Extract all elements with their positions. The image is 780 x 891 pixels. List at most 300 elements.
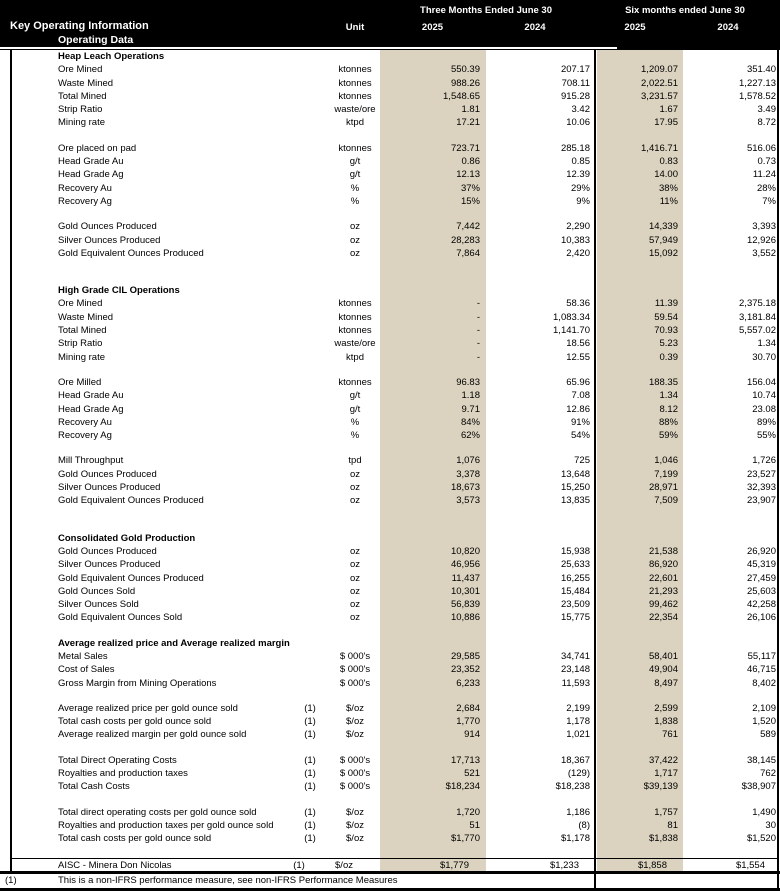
table-header-band xyxy=(0,0,780,50)
value-6mo-2024: 46,715 xyxy=(746,664,776,676)
row-label: Total direct operating costs per gold ounce sold xyxy=(58,806,257,818)
table-row xyxy=(0,454,780,467)
unit-cell: oz xyxy=(349,234,361,246)
row-label: Strip Ratio xyxy=(58,104,103,116)
footnote-ref xyxy=(295,351,325,364)
unit-cell xyxy=(325,532,385,545)
value-6mo-2025: 81 xyxy=(667,819,678,831)
value-6mo-2024: 45,319 xyxy=(746,559,776,571)
value-6mo-2024: 23,907 xyxy=(746,495,776,507)
value-6mo-2024: 3,552 xyxy=(752,247,776,259)
value-6mo-2025: 8.12 xyxy=(659,403,678,415)
table-row xyxy=(0,247,780,260)
unit-cell: waste/ore xyxy=(334,104,376,116)
table-row xyxy=(0,116,780,129)
value-3mo-2025 xyxy=(385,284,480,297)
unit-cell: oz xyxy=(349,559,361,571)
value-3mo-2024: 18,367 xyxy=(560,754,590,766)
year-header-3mo-2025: 2025 xyxy=(421,22,444,33)
value-6mo-2024: 55,117 xyxy=(747,650,776,662)
value-3mo-2025: 17.21 xyxy=(456,117,480,129)
value-3mo-2024: 0.85 xyxy=(571,156,590,168)
unit-cell xyxy=(325,637,385,650)
unit-cell: ktonnes xyxy=(338,77,372,89)
row-label: Gold Equivalent Ounces Produced xyxy=(58,495,204,507)
value-6mo-2025: 0.83 xyxy=(659,156,678,168)
value-6mo-2025: 1,717 xyxy=(654,768,678,780)
row-label: Metal Sales xyxy=(58,650,108,662)
footnote-ref xyxy=(295,454,325,467)
value-6mo-2024: 8,402 xyxy=(752,677,776,689)
footnote-text: This is a non-IFRS performance measure, see non-IFRS Performance Measures xyxy=(58,875,398,886)
footnote-ref xyxy=(295,77,325,90)
year-header-6mo-2025: 2025 xyxy=(624,22,646,33)
row-label: Recovery Ag xyxy=(58,195,112,207)
value-3mo-2025: 96.83 xyxy=(456,376,480,388)
footnote-ref xyxy=(295,572,325,585)
value-6mo-2024: $1,520 xyxy=(746,833,776,845)
value-3mo-2025: 15% xyxy=(460,195,480,207)
value-6mo-2024: 1,578.52 xyxy=(739,90,776,102)
table-row xyxy=(0,155,780,168)
footnote-ref xyxy=(295,142,325,155)
value-6mo-2025: 88% xyxy=(658,416,678,428)
value-3mo-2025: - xyxy=(476,311,480,323)
value-3mo-2024: 725 xyxy=(574,455,590,467)
value-6mo-2025: 1.67 xyxy=(659,104,678,116)
value-3mo-2025: 17,713 xyxy=(450,754,480,766)
value-3mo-2024: 12.86 xyxy=(566,403,590,415)
section-header-row xyxy=(0,50,780,63)
unit-cell: oz xyxy=(349,599,361,611)
value-3mo-2024 xyxy=(480,50,590,63)
row-label: Head Grade Ag xyxy=(58,403,124,415)
value-6mo-2025: 86,920 xyxy=(648,559,678,571)
value-3mo-2024: 18.56 xyxy=(566,338,590,350)
value-3mo-2025: 1,076 xyxy=(456,455,480,467)
unit-cell: % xyxy=(350,195,360,207)
value-3mo-2025: 12.13 xyxy=(456,169,480,181)
row-label: Consolidated Gold Production xyxy=(58,532,196,544)
row-label: Strip Ratio xyxy=(58,338,103,350)
value-6mo-2024: 23.08 xyxy=(752,403,776,415)
footnote-ref xyxy=(295,63,325,76)
row-label: Waste Mined xyxy=(58,77,114,89)
value-3mo-2025: $1,779 xyxy=(439,859,469,871)
footnote-ref xyxy=(295,545,325,558)
footnote-ref xyxy=(295,220,325,233)
spacer-row xyxy=(0,794,780,806)
footnote-ref xyxy=(295,598,325,611)
value-6mo-2025 xyxy=(590,532,680,545)
value-3mo-2024: 3.42 xyxy=(571,104,590,116)
value-3mo-2025: 6,233 xyxy=(456,677,480,689)
row-label: Silver Ounces Produced xyxy=(58,482,161,494)
value-3mo-2024: 13,648 xyxy=(560,468,590,480)
value-6mo-2024: 2,109 xyxy=(752,702,776,714)
table-row xyxy=(0,220,780,233)
value-3mo-2024: 54% xyxy=(570,430,590,442)
value-6mo-2025: 21,293 xyxy=(648,585,678,597)
table-row xyxy=(0,677,780,690)
value-3mo-2025: 46,956 xyxy=(450,559,480,571)
value-6mo-2024 xyxy=(680,532,776,545)
footnote-ref xyxy=(295,324,325,337)
value-3mo-2025: 37% xyxy=(460,182,480,194)
unit-cell: ktonnes xyxy=(338,376,372,388)
footnote-ref xyxy=(295,429,325,442)
value-6mo-2024: 2,375.18 xyxy=(739,298,776,310)
table-row xyxy=(0,234,780,247)
value-3mo-2025: 56,839 xyxy=(450,599,480,611)
spacer-row xyxy=(0,364,780,376)
value-3mo-2024: (8) xyxy=(578,819,590,831)
value-6mo-2025: 1,757 xyxy=(654,806,678,818)
row-label: Ore Mined xyxy=(58,298,103,310)
value-3mo-2025: 2,684 xyxy=(456,702,480,714)
row-label: Mining rate xyxy=(58,117,105,129)
value-6mo-2024: 762 xyxy=(760,768,776,780)
row-label: Ore Mined xyxy=(58,64,103,76)
value-3mo-2024: 1,083.34 xyxy=(553,311,590,323)
unit-cell: $ 000's xyxy=(339,664,371,676)
table-row xyxy=(0,545,780,558)
row-label: Head Grade Ag xyxy=(58,169,124,181)
unit-cell: ktonnes xyxy=(338,311,372,323)
value-3mo-2025: 62% xyxy=(460,430,480,442)
value-6mo-2025 xyxy=(590,637,680,650)
value-6mo-2024: 26,106 xyxy=(746,612,776,624)
unit-cell: ktonnes xyxy=(338,142,372,154)
value-6mo-2024: 5,557.02 xyxy=(739,325,776,337)
row-label: Head Grade Au xyxy=(58,390,124,402)
footnote-ref: (1) xyxy=(304,806,316,818)
unit-cell xyxy=(325,50,385,63)
spacer-row xyxy=(0,508,780,520)
value-3mo-2025 xyxy=(385,637,480,650)
value-6mo-2024: 10.74 xyxy=(752,390,776,402)
row-label: Recovery Ag xyxy=(58,430,112,442)
value-6mo-2024: 30 xyxy=(765,819,776,831)
footnote-ref xyxy=(295,532,325,545)
value-6mo-2024: 3,181.84 xyxy=(739,311,776,323)
table-row xyxy=(0,403,780,416)
row-label: Average realized price per gold ounce sold xyxy=(58,702,238,714)
page-subtitle: Operating Data xyxy=(58,34,134,46)
value-3mo-2025: 28,283 xyxy=(450,234,480,246)
value-6mo-2024: 156.04 xyxy=(746,376,776,388)
value-3mo-2024: 15,484 xyxy=(560,585,590,597)
value-6mo-2025: 2,599 xyxy=(654,702,678,714)
table-row xyxy=(0,351,780,364)
spacer-row xyxy=(0,690,780,702)
table-row xyxy=(0,63,780,76)
value-6mo-2025: 14.00 xyxy=(654,169,678,181)
value-3mo-2024: 29% xyxy=(570,182,590,194)
footnote-ref xyxy=(295,116,325,129)
value-6mo-2025: $1,838 xyxy=(648,833,678,845)
value-3mo-2024: 12.39 xyxy=(566,169,590,181)
value-6mo-2025: 58,401 xyxy=(648,650,678,662)
value-3mo-2025: 550.39 xyxy=(450,64,480,76)
value-3mo-2024: 915.28 xyxy=(560,90,590,102)
row-label: Cost of Sales xyxy=(58,664,115,676)
unit-cell: $ 000's xyxy=(339,768,371,780)
unit-cell: % xyxy=(350,182,360,194)
value-3mo-2025: 1,770 xyxy=(456,716,480,728)
unit-cell: $/oz xyxy=(346,729,364,741)
value-3mo-2025: 0.86 xyxy=(461,156,480,168)
table-row xyxy=(0,650,780,663)
value-3mo-2024: 2,290 xyxy=(566,221,590,233)
row-label: AISC - Minera Don Nicolas xyxy=(58,859,172,871)
value-3mo-2024: 1,141.70 xyxy=(553,325,590,337)
row-label: Gross Margin from Mining Operations xyxy=(58,677,217,689)
row-label: Gold Ounces Produced xyxy=(58,221,157,233)
value-3mo-2024: 10,383 xyxy=(560,234,590,246)
value-6mo-2024: 0.73 xyxy=(757,156,776,168)
spacer-row xyxy=(0,130,780,142)
column-group-three-months: Three Months Ended June 30 xyxy=(420,5,552,16)
unit-cell: $/oz xyxy=(346,806,364,818)
footnote-ref xyxy=(295,311,325,324)
value-6mo-2024: 12,926 xyxy=(746,234,776,246)
value-3mo-2024: 7.08 xyxy=(571,390,590,402)
table-row xyxy=(0,142,780,155)
value-3mo-2025: 84% xyxy=(460,416,480,428)
row-label: Recovery Au xyxy=(58,182,112,194)
footnote-ref xyxy=(295,389,325,402)
unit-cell: ktonnes xyxy=(338,298,372,310)
row-label: Total cash costs per gold ounce sold xyxy=(58,716,212,728)
table-row xyxy=(0,585,780,598)
value-3mo-2024: 11,593 xyxy=(561,677,590,689)
row-label: Head Grade Au xyxy=(58,156,124,168)
table-row xyxy=(0,195,780,208)
row-label: High Grade CIL Operations xyxy=(58,285,180,297)
value-6mo-2024: 23,527 xyxy=(746,468,776,480)
value-6mo-2024: 7% xyxy=(762,195,776,207)
footnote-ref xyxy=(295,637,325,650)
row-label: Recovery Au xyxy=(58,416,112,428)
row-label: Total Mined xyxy=(58,90,107,102)
spacer-row xyxy=(0,742,780,754)
footnote-ref xyxy=(295,376,325,389)
table-row xyxy=(0,468,780,481)
row-label: Heap Leach Operations xyxy=(58,51,165,62)
value-3mo-2024 xyxy=(480,284,590,297)
value-3mo-2024: 708.11 xyxy=(561,77,590,89)
table-row xyxy=(0,416,780,429)
footnote-ref xyxy=(295,297,325,310)
value-6mo-2025: 1,046 xyxy=(654,455,678,467)
row-label: Average realized price and Average realized margin xyxy=(58,637,290,649)
value-3mo-2024: 15,938 xyxy=(560,545,590,557)
value-6mo-2024: 28% xyxy=(756,182,776,194)
value-3mo-2025: 3,378 xyxy=(456,468,480,480)
value-3mo-2025: 988.26 xyxy=(450,77,480,89)
footnote-ref: (1) xyxy=(304,781,316,793)
value-6mo-2025: 57,949 xyxy=(648,234,678,246)
table-row xyxy=(0,337,780,350)
footnote-ref xyxy=(295,234,325,247)
unit-cell: g/t xyxy=(349,390,361,402)
value-6mo-2025: 22,601 xyxy=(648,572,678,584)
row-label: Silver Ounces Produced xyxy=(58,559,161,571)
unit-cell: g/t xyxy=(349,156,361,168)
value-6mo-2025: 1,209.07 xyxy=(641,64,678,76)
value-6mo-2024 xyxy=(680,637,776,650)
value-6mo-2024: 89% xyxy=(756,416,776,428)
unit-column-header: Unit xyxy=(345,22,365,33)
value-3mo-2025: 23,352 xyxy=(450,664,480,676)
footnote-ref xyxy=(295,168,325,181)
year-header-3mo-2024: 2024 xyxy=(524,22,546,33)
spacer-row xyxy=(0,846,780,858)
unit-cell: ktonnes xyxy=(338,90,372,102)
table-row xyxy=(0,832,780,845)
table-row xyxy=(11,858,778,871)
section-header-row xyxy=(0,637,780,650)
value-3mo-2025: 723.71 xyxy=(450,142,480,154)
unit-cell xyxy=(325,284,385,297)
value-6mo-2025: 8,497 xyxy=(654,677,678,689)
table-row xyxy=(0,182,780,195)
table-row xyxy=(0,611,780,624)
value-6mo-2025: 21,538 xyxy=(648,545,678,557)
row-label: Silver Ounces Produced xyxy=(58,234,161,246)
value-6mo-2024: 1,490 xyxy=(752,806,776,818)
value-6mo-2025: 38% xyxy=(658,182,678,194)
value-6mo-2024: 38,145 xyxy=(746,754,776,766)
value-3mo-2025: 1.18 xyxy=(461,390,480,402)
footnote-ref: (1) xyxy=(304,729,316,741)
table-row xyxy=(0,728,780,741)
value-6mo-2024: 589 xyxy=(760,729,776,741)
table-row xyxy=(0,376,780,389)
spacer-row xyxy=(0,208,780,220)
value-3mo-2024: 1,021 xyxy=(566,729,590,741)
row-label: Silver Ounces Sold xyxy=(58,599,139,611)
value-6mo-2025: $1,858 xyxy=(637,859,667,871)
table-row xyxy=(0,103,780,116)
value-3mo-2025: 18,673 xyxy=(450,482,480,494)
value-6mo-2024: 1,726 xyxy=(752,455,776,467)
value-6mo-2025: 70.93 xyxy=(654,325,678,337)
value-6mo-2024: 25,603 xyxy=(746,585,776,597)
footnote-ref: (1) xyxy=(304,819,316,831)
row-label: Royalties and production taxes per gold ounce sold xyxy=(58,819,274,831)
row-label: Ore placed on pad xyxy=(58,142,137,154)
footnote-ref: (1) xyxy=(293,859,305,871)
table-row xyxy=(0,77,780,90)
row-label: Average realized margin per gold ounce sold xyxy=(58,729,247,741)
unit-cell: oz xyxy=(349,495,361,507)
spacer-row xyxy=(0,442,780,454)
value-3mo-2025: $1,770 xyxy=(450,833,480,845)
footnote-ref xyxy=(295,155,325,168)
table-row xyxy=(0,324,780,337)
unit-cell: $ 000's xyxy=(339,754,371,766)
unit-cell: waste/ore xyxy=(334,338,376,350)
value-6mo-2024 xyxy=(680,284,776,297)
unit-cell: $/oz xyxy=(346,819,364,831)
value-6mo-2024: 27,459 xyxy=(746,572,776,584)
unit-cell: ktonnes xyxy=(338,64,372,76)
value-6mo-2025: 28,971 xyxy=(648,482,678,494)
value-3mo-2025: 1.81 xyxy=(461,104,480,116)
value-3mo-2025: 7,864 xyxy=(456,247,480,259)
value-3mo-2025: 3,573 xyxy=(456,495,480,507)
table-row xyxy=(0,311,780,324)
value-3mo-2025: - xyxy=(476,325,480,337)
row-label: Total Cash Costs xyxy=(58,781,130,793)
value-6mo-2024: 32,393 xyxy=(746,482,776,494)
row-label: Mining rate xyxy=(58,351,105,363)
value-3mo-2025: 914 xyxy=(464,729,480,741)
table-row xyxy=(0,806,780,819)
footnote-ref xyxy=(295,403,325,416)
footnote-ref xyxy=(295,585,325,598)
spacer-row xyxy=(0,520,780,532)
page-title: Key Operating Information xyxy=(10,20,149,32)
value-6mo-2024: 3.49 xyxy=(757,104,776,116)
row-label: Gold Equivalent Ounces Sold xyxy=(58,612,183,624)
value-3mo-2025: 10,886 xyxy=(450,612,480,624)
unit-cell: oz xyxy=(349,221,361,233)
row-label: Gold Equivalent Ounces Produced xyxy=(58,247,204,259)
value-6mo-2024: 3,393 xyxy=(752,221,776,233)
unit-cell: oz xyxy=(349,468,361,480)
value-6mo-2025: 11.39 xyxy=(654,298,678,310)
value-6mo-2025: 15,092 xyxy=(648,247,678,259)
value-3mo-2024: $1,233 xyxy=(549,859,579,871)
table-body xyxy=(0,50,780,871)
unit-cell: oz xyxy=(349,585,361,597)
footnote-ref: (1) xyxy=(304,716,316,728)
value-6mo-2024: $1,554 xyxy=(735,859,765,871)
value-3mo-2025: 521 xyxy=(464,768,480,780)
table-row xyxy=(0,780,780,793)
footnote-ref xyxy=(295,50,325,63)
footnote-row xyxy=(0,874,780,888)
value-3mo-2024: 16,255 xyxy=(560,572,590,584)
table-row xyxy=(0,702,780,715)
value-6mo-2024: 55% xyxy=(756,430,776,442)
value-6mo-2025: 59% xyxy=(658,430,678,442)
value-3mo-2025: 10,301 xyxy=(450,585,480,597)
table-row xyxy=(0,715,780,728)
unit-cell: $ 000's xyxy=(339,781,371,793)
table-row xyxy=(0,572,780,585)
unit-cell: % xyxy=(350,416,360,428)
unit-cell: % xyxy=(350,430,360,442)
table-row xyxy=(0,754,780,767)
value-6mo-2024: 516.06 xyxy=(746,142,776,154)
footnote-ref: (1) xyxy=(304,702,316,714)
value-3mo-2024: 10.06 xyxy=(566,117,590,129)
footnote-ref xyxy=(295,195,325,208)
value-3mo-2025: 1,548.65 xyxy=(443,90,480,102)
value-3mo-2024: 23,148 xyxy=(560,664,590,676)
value-6mo-2024: 26,920 xyxy=(746,545,776,557)
value-3mo-2024: 34,741 xyxy=(560,650,590,662)
footnote-ref xyxy=(295,468,325,481)
footnote-ref xyxy=(295,103,325,116)
footnote-ref xyxy=(295,416,325,429)
value-6mo-2025: 5.23 xyxy=(659,338,678,350)
section-header-row xyxy=(0,284,780,297)
